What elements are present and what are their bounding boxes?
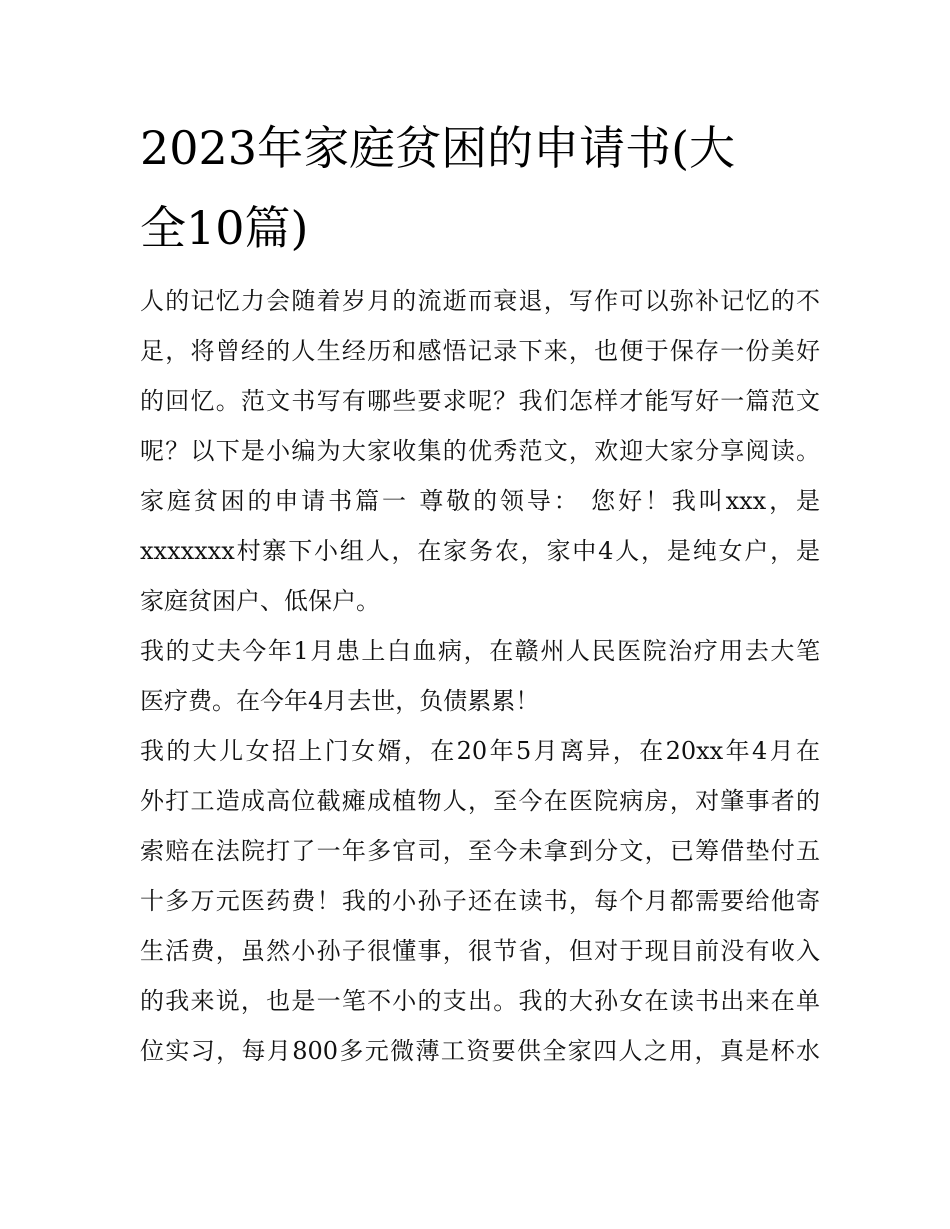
body-line: 家庭贫困的申请书篇一 尊敬的领导： 您好！我叫xxx，是 — [140, 487, 820, 515]
body-line: 我的大儿女招上门女婿，在20年5月离异，在20xx年4月在 — [140, 737, 820, 765]
body-line: 位实习，每月800多元微薄工资要供全家四人之用，真是杯水 — [140, 1037, 820, 1065]
body-line: 索赔在法院打了一年多官司，至今未拿到分文，已筹借垫付五 — [140, 837, 820, 865]
body-line: 医疗费。在今年4月去世，负债累累！ — [140, 687, 540, 715]
body-line: 的回忆。范文书写有哪些要求呢？我们怎样才能写好一篇范文 — [140, 387, 820, 415]
body-line: 呢？以下是小编为大家收集的优秀范文，欢迎大家分享阅读。 — [140, 437, 820, 465]
body-line: 生活费，虽然小孙子很懂事，很节省，但对于现目前没有收入 — [140, 937, 820, 965]
title-line: 2023年家庭贫困的申请书(大 — [140, 121, 736, 175]
title-line: 全10篇) — [140, 201, 309, 255]
body-line: 足，将曾经的人生经历和感悟记录下来，也便于保存一份美好 — [140, 337, 820, 365]
body-line: xxxxxxx村寨下小组人，在家务农，家中4人，是纯女户，是 — [140, 537, 820, 565]
body-line: 的我来说，也是一笔不小的支出。我的大孙女在读书出来在单 — [140, 987, 820, 1015]
body-line: 我的丈夫今年1月患上白血病，在赣州人民医院治疗用去大笔 — [140, 637, 820, 665]
document-title — [140, 108, 820, 268]
document-body — [140, 276, 820, 1076]
body-line: 人的记忆力会随着岁月的流逝而衰退，写作可以弥补记忆的不 — [140, 287, 820, 315]
body-line: 十多万元医药费！我的小孙子还在读书，每个月都需要给他寄 — [140, 887, 820, 915]
body-line: 外打工造成高位截瘫成植物人，至今在医院病房，对肇事者的 — [140, 787, 820, 815]
body-line: 家庭贫困户、低保户。 — [140, 587, 380, 615]
